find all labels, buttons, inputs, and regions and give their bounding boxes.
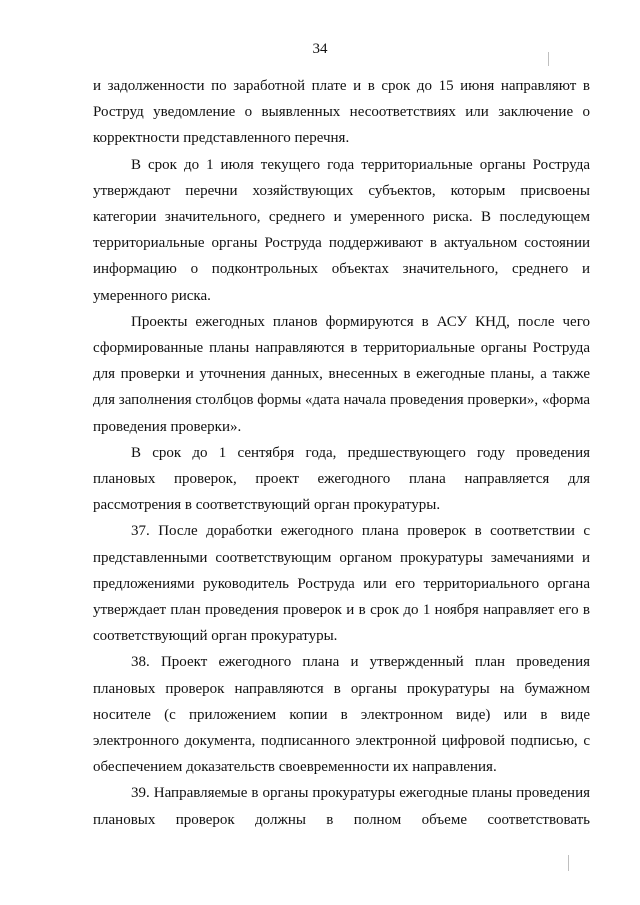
paragraph-item-39: 39. Направляемые в органы прокуратуры ежегодные планы проведения плановых проверок должны в полном объеме соответствовать (93, 785, 590, 828)
scan-artifact-mark (568, 855, 569, 871)
paragraph-july-deadline: В срок до 1 июля текущего года территориальные органы Роструда утверждают перечни хозяйствующих субъектов, которым присвоены категории значительного, среднего и умеренного риска. В последующем территориальные органы Роструда поддерживают в актуальном состоянии информацию о подконтрольных объектах значительного, среднего и умеренного риска. (93, 156, 590, 304)
paragraph-continuation: и задолженности по заработной плате и в срок до 15 июня направляют в Роструд уведомление о выявленных несоответствиях или заключение о корректности представленного перечня. (93, 78, 590, 147)
paragraph-item-37: 37. После доработки ежегодного плана проверок в соответствии с представленными соответствующим органом прокуратуры замечаниями и предложениями руководитель Роструда или его территориального органа утверждает план проведения проверок и в срок до 1 ноября направляет его в соответствующий орган прокуратуры. (93, 523, 590, 645)
paragraph-item-38: 38. Проект ежегодного плана и утвержденный план проведения плановых проверок направляются в органы прокуратуры на бумажном носителе (с приложением копии в электронном виде) или в виде электронного документа, подписанного электронной цифровой подписью, с обеспечением доказательств своевременности их направления. (93, 654, 590, 776)
page-number: 34 (312, 41, 328, 57)
paragraph-september-deadline: В срок до 1 сентября года, предшествующего году проведения плановых проверок, проект ежегодного плана направляется для рассмотрения в соответствующий орган прокуратуры. (93, 444, 590, 514)
document-body (93, 73, 590, 833)
paragraph-asu-knd: Проекты ежегодных планов формируются в АСУ КНД, после чего сформированные планы направляются в территориальные органы Роструда для проверки и уточнения данных, внесенных в ежегодные планы, а также для заполнения столбцов формы «дата начала проведения проверки», «форма проведения проверки». (93, 313, 590, 435)
